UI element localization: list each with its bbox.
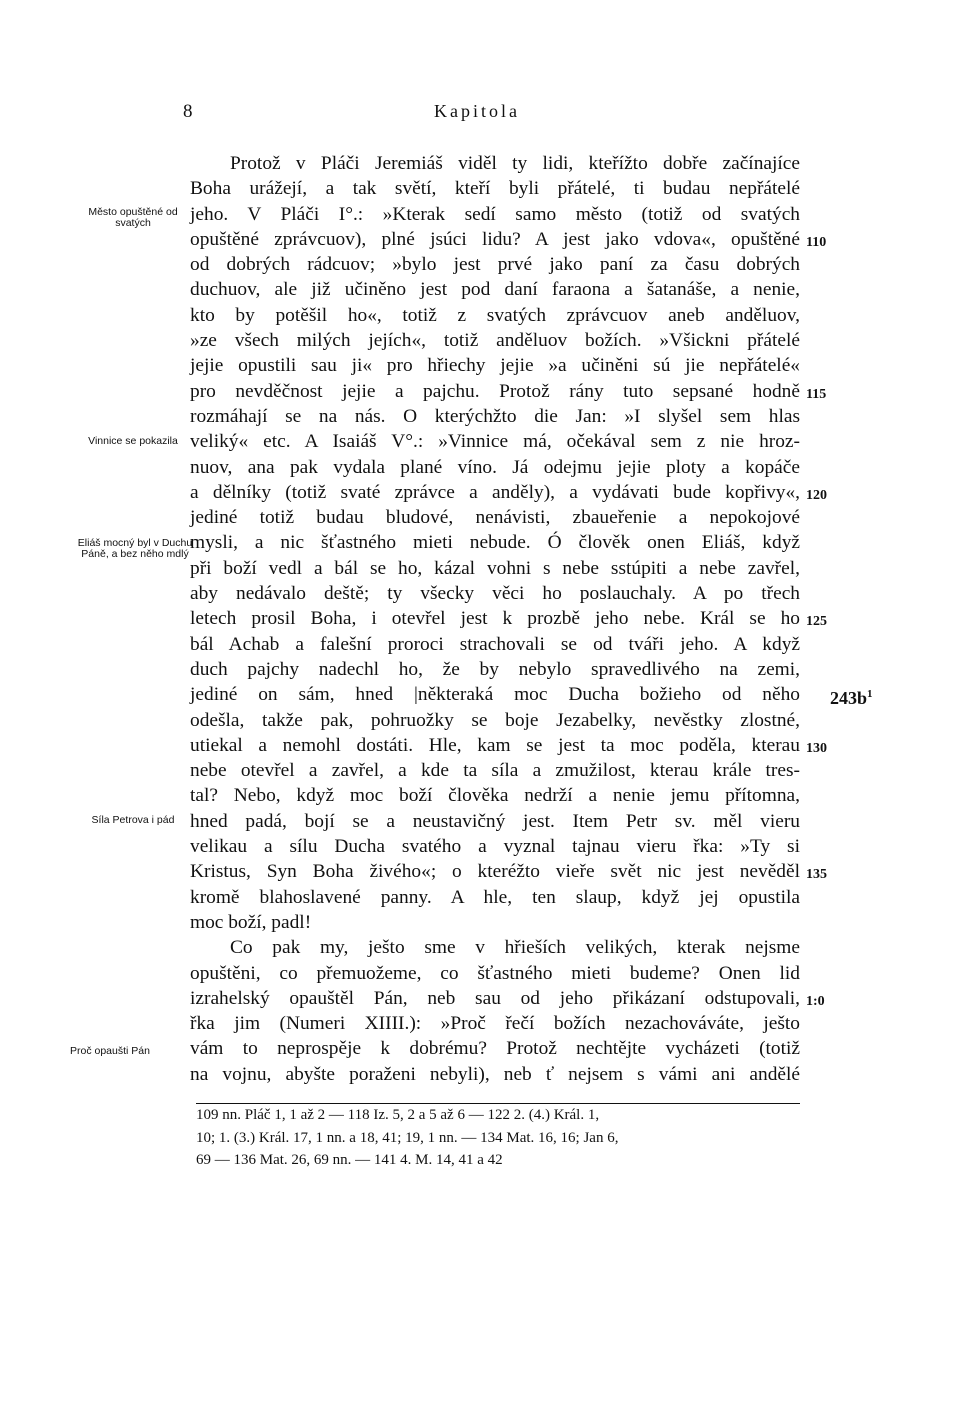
page-number: 8 bbox=[183, 101, 193, 122]
body-line: pro nevděčnost jejie a pajchu. Protož rány tuto sepsané hodně bbox=[190, 380, 800, 402]
margin-note: Proč opaušti Pán bbox=[70, 1045, 150, 1057]
body-line: Kristus, Syn Boha živého«; o kteréžto vieře svět nic jest nevěděl bbox=[190, 861, 800, 883]
body-line: jediné totiž budau bludové, nenávisti, zbaueřenie a nepokojové bbox=[190, 507, 800, 529]
body-line: jeho. V Pláči I°.: »Kterak sedí samo město (totiž od svatých bbox=[190, 203, 800, 225]
line-number: 1:0 bbox=[806, 994, 825, 1009]
running-head: Kapitola bbox=[434, 101, 520, 121]
body-line: opuštěni, co přemuožeme, co šťastného mieti budeme? Onen lid bbox=[190, 962, 800, 984]
body-line: na vojnu, abyšte poraženi nebyli), neb ť nejsem s vámi ani andělé bbox=[190, 1063, 800, 1085]
body-text bbox=[190, 151, 800, 1087]
body-line: bál Achab a falešní proroci strachovali se od tváři jeho. A když bbox=[190, 633, 800, 655]
body-line: »ze všech milých jejích«, totiž anděluov božích. »Všickni přátelé bbox=[190, 330, 800, 352]
footnote-line: 109 nn. Pláč 1, 1 až 2 — 118 Iz. 5, 2 a 5 až 6 — 122 2. (4.) Král. 1, bbox=[196, 1107, 600, 1123]
body-line: při boží vedl a bál se ho, kázal vohni s nebe sstúpiti a nebe zavřel, bbox=[190, 557, 800, 579]
body-line: Protož v Pláči Jeremiáš viděl ty lidi, kteřížto dobře začínajíce bbox=[230, 153, 800, 174]
footnote-line: 69 — 136 Mat. 26, 69 nn. — 141 4. M. 14, 41 a 42 bbox=[196, 1152, 503, 1168]
body-line: od dobrých rádcuov; »bylo jest prvé jako paní za času dobrých bbox=[190, 254, 800, 276]
body-line: mysli, a nic šťastného mieti nebude. Ó člověk onen Eliáš, když bbox=[190, 532, 800, 554]
body-line: duchuov, ale již učiněno jest pod daní faraona a šatanáše, a nenie, bbox=[190, 279, 800, 301]
body-line: opuštěné zprávcuov), plné jsúci lidu? A jest jako vdova«, opuštěné bbox=[190, 228, 800, 250]
body-line: utiekal a nemohl dostáti. Hle, kam se jest ta moc poděla, kterau bbox=[190, 734, 800, 756]
body-line: kromě blahoslavené panny. A hle, ten slaup, když jej opustila bbox=[190, 886, 800, 908]
body-line: letech prosil Boha, i otevřel jest k prozbě jeho nebe. Král se ho bbox=[190, 608, 800, 630]
body-line: velikau a sílu Ducha svatého a vyznal tajnau vieru řka: »Ty si bbox=[190, 836, 800, 858]
line-number: 135 bbox=[806, 867, 827, 882]
folio-mark-superscript: 1 bbox=[867, 688, 873, 700]
body-line: aby nedávalo deště; ty všecky věci ho poslauchaly. A po třech bbox=[190, 583, 800, 605]
body-line: moc boží, padl! bbox=[190, 911, 312, 933]
margin-note: Eliáš mocný byl v Duchu Páně, a bez něho mdlý bbox=[77, 537, 193, 560]
body-line: jediné on sám, hned |některaká moc Ducha božieho od něho bbox=[190, 684, 800, 706]
footnote-line: 10; 1. (3.) Král. 17, 1 nn. a 18, 41; 19, 1 nn. — 134 Mat. 16, 16; Jan 6, bbox=[196, 1129, 619, 1146]
line-number: 125 bbox=[806, 614, 827, 629]
body-line: tal? Nebo, když moc boží člověka nedrží a nenie jemu přítomna, bbox=[190, 785, 800, 807]
body-line: Boha urážejí, a tak světí, kteří byli přátelé, ti budau nepřátelé bbox=[190, 178, 800, 200]
body-line: nuov, ana pak vydala plané víno. Já odejmu jejie ploty a kopáče bbox=[190, 456, 800, 478]
line-number: 115 bbox=[806, 387, 827, 402]
footnotes bbox=[196, 1104, 806, 1172]
body-line: izrahelský opauštěl Pán, neb sau od jeho přikázaní odstupovali, bbox=[190, 987, 800, 1009]
body-line: hned padá, bojí se a neustavičný jest. Item Petr sv. měl vieru bbox=[190, 810, 800, 832]
body-line: vám to neprospěje k dobrému? Protož nechtějte vycházeti (totiž bbox=[190, 1038, 800, 1060]
body-line: jejie opustili sau ji« pro hřiechy jejie »a učiněni sú jie nepřátelé« bbox=[190, 355, 800, 377]
line-number: 130 bbox=[806, 741, 827, 756]
line-number: 120 bbox=[806, 488, 827, 503]
body-line: řka jim (Numeri XIIII.): »Proč řečí božích nezachováváte, ješto bbox=[190, 1013, 800, 1035]
body-line: nebe otevřel a zavřel, a kde ta síla a zmužilost, kterau krále tres- bbox=[190, 760, 800, 782]
margin-note: Síla Petrova i pád bbox=[91, 814, 175, 826]
folio-mark bbox=[830, 688, 873, 709]
body-line: odešla, takže pak, pohruožky se boje Jezabelky, nevěstky zlostné, bbox=[190, 709, 800, 731]
margin-note: Vinnice se pokazila bbox=[88, 435, 178, 447]
folio-mark-main: 243b bbox=[830, 688, 868, 708]
body-line: rozmáhají se na nás. O kterýchžto die Jan: »I slyšel sem hlas bbox=[190, 405, 800, 427]
margin-note: Město opuštěné od svatých bbox=[88, 206, 178, 229]
body-line: veliký« etc. A Isaiáš V°.: »Vinnice má, očekával sem z nie hroz- bbox=[190, 431, 800, 453]
body-line: duch pajchy nadechl ho, že by nebylo spravedlivého na zemi, bbox=[190, 658, 800, 680]
line-number: 110 bbox=[806, 235, 827, 250]
body-line: kto by potěšil ho«, totiž z svatých zprávcuov aneb anděluov, bbox=[190, 304, 800, 326]
body-line: Co pak my, ješto sme v hřieších velikých, kterak nejsme bbox=[230, 937, 800, 959]
body-line: a dělníky (totiž svaté zprávce a anděly), a vydávati bude kopřivy«, bbox=[190, 481, 800, 503]
